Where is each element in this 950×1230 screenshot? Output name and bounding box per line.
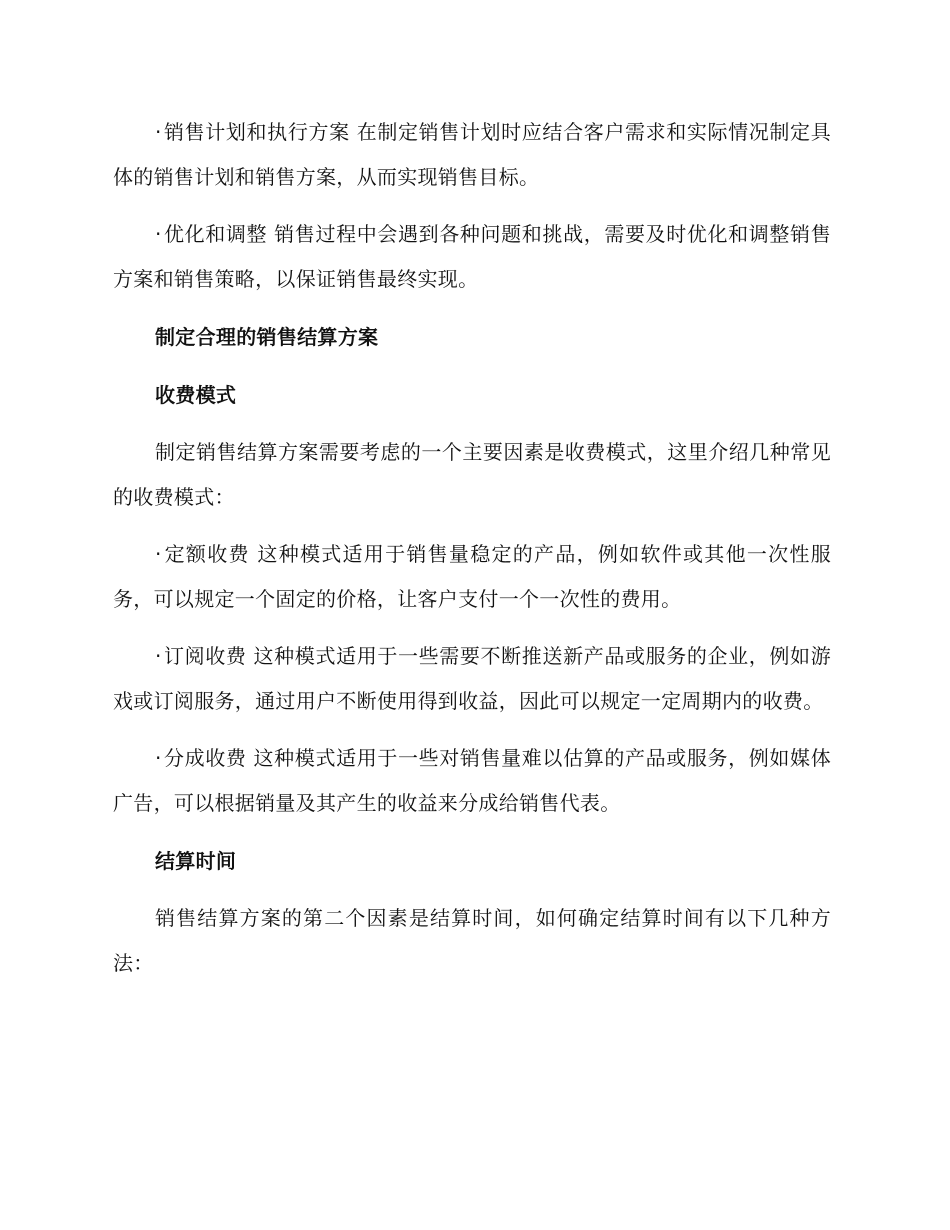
section-heading-settlement-plan: 制定合理的销售结算方案 [155,325,379,349]
paragraph-settlement-time-intro: 销售结算方案的第二个因素是结算时间，如何确定结算时间有以下几种方法： [113,906,831,975]
bullet-text: 订阅收费 这种模式适用于一些需要不断推送新产品或服务的企业，例如游戏或订阅服务，通过用户不断使用得到收益，因此可以规定一定周期内的收费。 [113,644,831,713]
bullet-dot: · [155,120,162,144]
document-body [113,110,831,998]
bullet-dot: · [155,222,162,246]
bullet-revenue-share [113,736,831,826]
bullet-dot: · [155,644,162,668]
bullet-text: 分成收费 这种模式适用于一些对销售量难以估算的产品或服务，例如媒体广告，可以根据销量及其产生的收益来分成给销售代表。 [113,746,831,815]
bullet-dot: · [155,746,162,770]
section-heading-settlement-time: 结算时间 [155,849,237,873]
bullet-optimize [113,212,831,302]
bullet-text: 销售计划和执行方案 在制定销售计划时应结合客户需求和实际情况制定具体的销售计划和销售方案，从而实现销售目标。 [113,120,831,189]
bullet-subscription-fee [113,634,831,724]
section-heading-fee-model: 收费模式 [155,383,237,407]
bullet-text: 优化和调整 销售过程中会遇到各种问题和挑战，需要及时优化和调整销售方案和销售策略，以保证销售最终实现。 [113,222,831,291]
bullet-text: 定额收费 这种模式适用于销售量稳定的产品，例如软件或其他一次性服务，可以规定一个固定的价格，让客户支付一个一次性的费用。 [113,542,831,611]
bullet-fixed-fee [113,532,831,622]
bullet-sales-plan [113,110,831,200]
paragraph-fee-model-intro: 制定销售结算方案需要考虑的一个主要因素是收费模式，这里介绍几种常见的收费模式： [113,440,831,509]
bullet-dot: · [155,542,162,566]
